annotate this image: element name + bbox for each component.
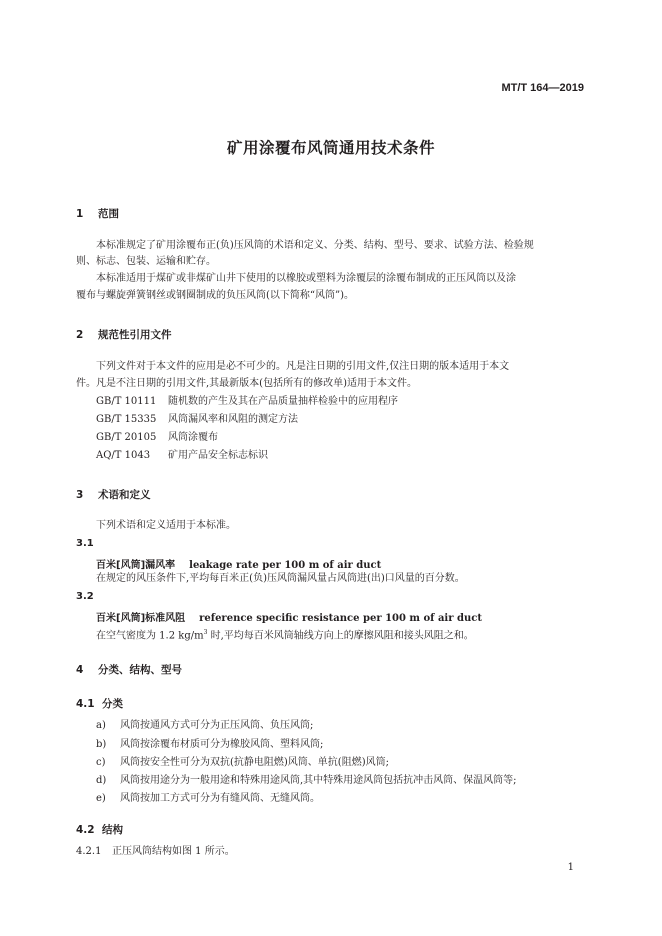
- section-1-heading: [76, 206, 119, 221]
- list-item: [96, 739, 323, 751]
- section-number: 3: [76, 489, 84, 501]
- superscript: 3: [203, 629, 208, 636]
- clause-number: 4.2.1: [76, 846, 102, 857]
- reference-code: AQ/T 1043: [96, 450, 151, 461]
- section-title: 术语和定义: [98, 489, 151, 501]
- term-definition: [96, 627, 474, 642]
- reference-title: 随机数的产生及其在产品质量抽样检验中的应用程序: [168, 396, 398, 407]
- subsection-number: 4.2: [76, 824, 95, 836]
- reference-item: [96, 396, 398, 408]
- subsection-title: 结构: [102, 824, 123, 836]
- term-heading: [96, 609, 482, 624]
- reference-item: [96, 414, 298, 426]
- paragraph-line: 下列术语和定义适用于本标准。: [96, 520, 236, 531]
- definition-text: 在空气密度为 1.2 kg/m: [96, 630, 204, 642]
- subsection-number: 4.1: [76, 698, 95, 710]
- definition-text: 时,平均每百米风筒轴线方向上的摩擦风阻和接头风阻之和。: [207, 630, 474, 642]
- reference-code: GB/T 20105: [96, 432, 157, 443]
- reference-code: GB/T 10111: [96, 396, 157, 407]
- reference-title: 风筒漏风率和风阻的测定方法: [168, 414, 298, 425]
- list-text: 风筒按用途分为一般用途和特殊用途风筒,其中特殊用途风筒包括抗冲击风筒、保温风筒等;: [120, 775, 517, 786]
- section-2-heading: [76, 327, 172, 342]
- section-title: 范围: [98, 208, 119, 220]
- section-title: 规范性引用文件: [98, 329, 172, 341]
- page-title: 矿用涂覆布风筒通用技术条件: [226, 139, 435, 157]
- list-text: 风筒按安全性可分为双抗(抗静电阻燃)风筒、单抗(阻燃)风筒;: [120, 757, 389, 768]
- term-chinese: 百米[风筒]标准风阻: [96, 613, 186, 624]
- term-english: leakage rate per 100 m of air duct: [189, 560, 382, 571]
- reference-item: [96, 432, 218, 444]
- reference-code: GB/T 15335: [96, 414, 157, 425]
- list-marker: e): [96, 793, 106, 804]
- list-item: [96, 775, 517, 787]
- page-number: 1: [567, 862, 574, 873]
- subsection-4-2-heading: [76, 822, 123, 837]
- section-number: 1: [76, 208, 84, 220]
- subsection-4-1-heading: [76, 696, 123, 711]
- paragraph-line: 下列文件对于本文件的应用是必不可少的。凡是注日期的引用文件,仅注日期的版本适用于本文: [96, 361, 510, 372]
- section-number: 4: [76, 664, 84, 676]
- list-text: 风筒按加工方式可分为有缝风筒、无缝风筒。: [120, 793, 320, 804]
- paragraph-line: 件。凡是不注日期的引用文件,其最新版本(包括所有的修改单)适用于本文件。: [76, 378, 417, 389]
- section-4-heading: [76, 662, 182, 677]
- term-definition: 在规定的风压条件下,平均每百米正(负)压风筒漏风量占风筒进(出)口风量的百分数。: [96, 573, 465, 584]
- list-text: 风筒按涂覆布材质可分为橡胶风筒、塑料风筒;: [120, 739, 324, 750]
- clause-text: 正压风筒结构如图 1 所示。: [112, 846, 235, 857]
- list-item: [96, 793, 320, 805]
- list-item: [96, 720, 313, 732]
- list-marker: c): [96, 757, 106, 768]
- section-title: 分类、结构、型号: [98, 664, 182, 676]
- list-text: 风筒按通风方式可分为正压风筒、负压风筒;: [120, 720, 314, 731]
- section-3-heading: [76, 487, 151, 502]
- paragraph-line: 覆布与螺旋弹簧钢丝或钢圈制成的负压风筒(以下简称“风筒”)。: [76, 290, 355, 301]
- reference-title: 矿用产品安全标志标识: [168, 450, 268, 461]
- paragraph-line: 则、标志、包装、运输和贮存。: [76, 256, 216, 267]
- reference-title: 风筒涂覆布: [168, 432, 218, 443]
- term-number: 3.1: [76, 538, 94, 549]
- list-marker: b): [96, 739, 107, 750]
- term-chinese: 百米[风筒]漏风率: [96, 560, 176, 571]
- list-marker: d): [96, 775, 107, 786]
- clause-4-2-1: [76, 846, 235, 858]
- standard-code: MT/T 164—2019: [501, 82, 584, 94]
- term-english: reference specific resistance per 100 m of air duct: [199, 613, 482, 624]
- paragraph-line: 本标准规定了矿用涂覆布正(负)压风筒的术语和定义、分类、结构、型号、要求、试验方法、检验规: [96, 240, 534, 251]
- term-number: 3.2: [76, 591, 94, 602]
- list-marker: a): [96, 720, 106, 731]
- reference-item: [96, 450, 268, 462]
- term-heading: [96, 556, 381, 571]
- list-item: [96, 757, 389, 769]
- subsection-title: 分类: [102, 698, 123, 710]
- paragraph-line: 本标准适用于煤矿或非煤矿山井下使用的以橡胶或塑料为涂覆层的涂覆布制成的正压风筒以及涂: [96, 273, 516, 284]
- section-number: 2: [76, 329, 84, 341]
